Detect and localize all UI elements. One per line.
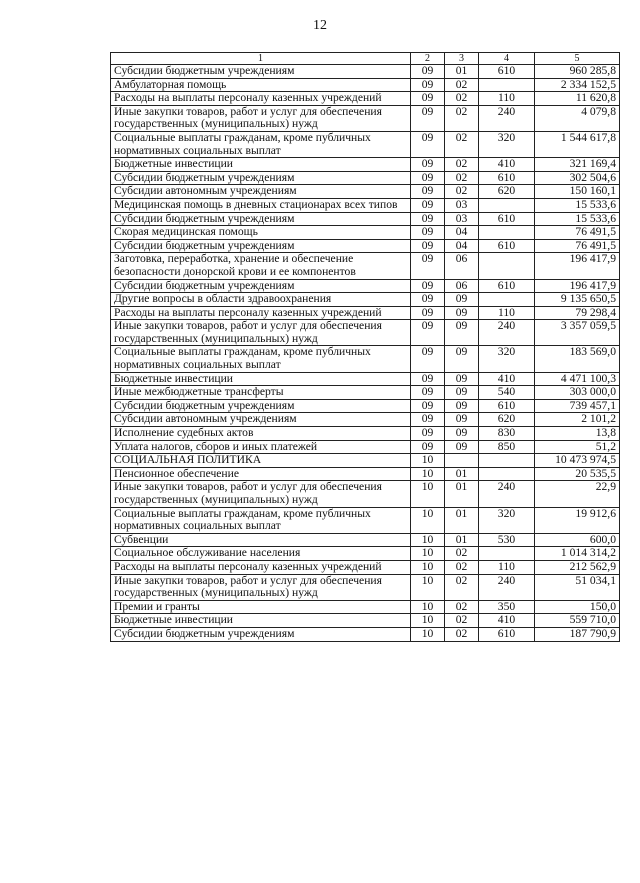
row-section-cell: 09: [411, 65, 445, 79]
row-subsection-cell: 01: [445, 481, 479, 507]
row-expense-type-cell: 610: [479, 171, 535, 185]
row-subsection-cell: 02: [445, 547, 479, 561]
row-subsection-cell: 02: [445, 185, 479, 199]
row-section-cell: 09: [411, 171, 445, 185]
row-subsection-cell: 09: [445, 427, 479, 441]
row-section-cell: 09: [411, 293, 445, 307]
table-body: [111, 65, 620, 642]
page-number: 12: [313, 18, 327, 33]
row-subsection-cell: 09: [445, 399, 479, 413]
row-subsection-cell: 09: [445, 386, 479, 400]
row-name-cell: Бюджетные инвестиции: [111, 158, 411, 172]
row-section-cell: 09: [411, 427, 445, 441]
row-subsection-cell: 09: [445, 372, 479, 386]
row-amount-cell: 13,8: [535, 427, 620, 441]
table-row: [111, 467, 620, 481]
column-header-expense-type: 4: [479, 53, 535, 65]
table-row: [111, 547, 620, 561]
row-expense-type-cell: [479, 293, 535, 307]
row-expense-type-cell: 620: [479, 185, 535, 199]
row-expense-type-cell: 530: [479, 533, 535, 547]
row-amount-cell: 321 169,4: [535, 158, 620, 172]
row-section-cell: 09: [411, 131, 445, 157]
row-subsection-cell: 01: [445, 65, 479, 79]
row-subsection-cell: 04: [445, 239, 479, 253]
row-amount-cell: 10 473 974,5: [535, 454, 620, 468]
row-expense-type-cell: 610: [479, 627, 535, 641]
table-row: [111, 198, 620, 212]
row-subsection-cell: 09: [445, 413, 479, 427]
row-expense-type-cell: 320: [479, 131, 535, 157]
row-section-cell: 09: [411, 212, 445, 226]
row-subsection-cell: 02: [445, 92, 479, 106]
table-row: [111, 158, 620, 172]
row-amount-cell: 76 491,5: [535, 226, 620, 240]
row-amount-cell: 196 417,9: [535, 253, 620, 279]
row-subsection-cell: 09: [445, 306, 479, 320]
row-expense-type-cell: 110: [479, 306, 535, 320]
row-section-cell: 09: [411, 239, 445, 253]
table-row: [111, 320, 620, 346]
table-row: [111, 560, 620, 574]
row-name-cell: Бюджетные инвестиции: [111, 614, 411, 628]
row-amount-cell: 2 101,2: [535, 413, 620, 427]
row-name-cell: Субсидии автономным учреждениям: [111, 185, 411, 199]
row-expense-type-cell: 240: [479, 481, 535, 507]
row-section-cell: 09: [411, 226, 445, 240]
row-name-cell: Субвенции: [111, 533, 411, 547]
table-row: [111, 253, 620, 279]
row-amount-cell: 51,2: [535, 440, 620, 454]
row-expense-type-cell: 610: [479, 279, 535, 293]
row-section-cell: 10: [411, 627, 445, 641]
row-name-cell: Иные закупки товаров, работ и услуг для обеспечения государственных (муниципальных) нужд: [111, 574, 411, 600]
row-expense-type-cell: [479, 198, 535, 212]
row-amount-cell: 79 298,4: [535, 306, 620, 320]
row-amount-cell: 3 357 059,5: [535, 320, 620, 346]
row-section-cell: 09: [411, 440, 445, 454]
row-section-cell: 09: [411, 386, 445, 400]
row-name-cell: Иные закупки товаров, работ и услуг для обеспечения государственных (муниципальных) нужд: [111, 105, 411, 131]
row-amount-cell: 19 912,6: [535, 507, 620, 533]
row-subsection-cell: 02: [445, 627, 479, 641]
row-amount-cell: 212 562,9: [535, 560, 620, 574]
row-name-cell: Субсидии бюджетным учреждениям: [111, 399, 411, 413]
row-amount-cell: 15 533,6: [535, 212, 620, 226]
row-name-cell: Субсидии бюджетным учреждениям: [111, 627, 411, 641]
row-name-cell: СОЦИАЛЬНАЯ ПОЛИТИКА: [111, 454, 411, 468]
row-amount-cell: 9 135 650,5: [535, 293, 620, 307]
row-name-cell: Субсидии бюджетным учреждениям: [111, 171, 411, 185]
row-subsection-cell: 01: [445, 533, 479, 547]
row-expense-type-cell: 240: [479, 320, 535, 346]
row-section-cell: 10: [411, 600, 445, 614]
row-section-cell: 09: [411, 372, 445, 386]
row-name-cell: Премии и гранты: [111, 600, 411, 614]
row-name-cell: Субсидии бюджетным учреждениям: [111, 65, 411, 79]
row-amount-cell: 51 034,1: [535, 574, 620, 600]
row-subsection-cell: 09: [445, 346, 479, 372]
table-row: [111, 413, 620, 427]
row-name-cell: Субсидии автономным учреждениям: [111, 413, 411, 427]
table-row: [111, 185, 620, 199]
row-subsection-cell: 02: [445, 131, 479, 157]
row-amount-cell: 1 544 617,8: [535, 131, 620, 157]
table-row: [111, 78, 620, 92]
table-row: [111, 614, 620, 628]
budget-table: [110, 52, 620, 642]
row-name-cell: Иные закупки товаров, работ и услуг для обеспечения государственных (муниципальных) нужд: [111, 481, 411, 507]
row-section-cell: 09: [411, 279, 445, 293]
row-subsection-cell: 02: [445, 171, 479, 185]
row-name-cell: Социальные выплаты гражданам, кроме публичных нормативных социальных выплат: [111, 131, 411, 157]
row-subsection-cell: 02: [445, 78, 479, 92]
row-subsection-cell: 02: [445, 600, 479, 614]
row-name-cell: Расходы на выплаты персоналу казенных учреждений: [111, 560, 411, 574]
row-amount-cell: 4 079,8: [535, 105, 620, 131]
row-amount-cell: 15 533,6: [535, 198, 620, 212]
row-subsection-cell: 09: [445, 320, 479, 346]
row-expense-type-cell: 410: [479, 158, 535, 172]
table-row: [111, 386, 620, 400]
table-row: [111, 131, 620, 157]
row-section-cell: 10: [411, 533, 445, 547]
table-row: [111, 372, 620, 386]
row-expense-type-cell: [479, 547, 535, 561]
table-row: [111, 65, 620, 79]
row-name-cell: Социальные выплаты гражданам, кроме публичных нормативных социальных выплат: [111, 346, 411, 372]
row-subsection-cell: 02: [445, 560, 479, 574]
row-expense-type-cell: [479, 226, 535, 240]
row-subsection-cell: [445, 454, 479, 468]
row-expense-type-cell: 110: [479, 92, 535, 106]
row-name-cell: Расходы на выплаты персоналу казенных учреждений: [111, 92, 411, 106]
row-name-cell: Социальные выплаты гражданам, кроме публичных нормативных социальных выплат: [111, 507, 411, 533]
row-name-cell: Субсидии бюджетным учреждениям: [111, 212, 411, 226]
row-section-cell: 09: [411, 253, 445, 279]
row-amount-cell: 4 471 100,3: [535, 372, 620, 386]
table-row: [111, 279, 620, 293]
row-section-cell: 09: [411, 413, 445, 427]
table-row: [111, 92, 620, 106]
row-amount-cell: 150 160,1: [535, 185, 620, 199]
row-name-cell: Уплата налогов, сборов и иных платежей: [111, 440, 411, 454]
row-expense-type-cell: 620: [479, 413, 535, 427]
row-section-cell: 09: [411, 320, 445, 346]
row-subsection-cell: 02: [445, 158, 479, 172]
table-row: [111, 427, 620, 441]
row-section-cell: 10: [411, 481, 445, 507]
row-section-cell: 10: [411, 467, 445, 481]
column-header-subsection: 3: [445, 53, 479, 65]
row-amount-cell: 196 417,9: [535, 279, 620, 293]
row-expense-type-cell: [479, 454, 535, 468]
row-expense-type-cell: 610: [479, 399, 535, 413]
column-header-amount: 5: [535, 53, 620, 65]
row-section-cell: 09: [411, 346, 445, 372]
row-name-cell: Медицинская помощь в дневных стационарах всех типов: [111, 198, 411, 212]
row-amount-cell: 559 710,0: [535, 614, 620, 628]
row-section-cell: 10: [411, 574, 445, 600]
row-section-cell: 10: [411, 454, 445, 468]
row-amount-cell: 600,0: [535, 533, 620, 547]
row-subsection-cell: 06: [445, 279, 479, 293]
row-amount-cell: 302 504,6: [535, 171, 620, 185]
row-expense-type-cell: 320: [479, 346, 535, 372]
row-expense-type-cell: 540: [479, 386, 535, 400]
row-expense-type-cell: 410: [479, 372, 535, 386]
row-amount-cell: 150,0: [535, 600, 620, 614]
row-expense-type-cell: 110: [479, 560, 535, 574]
row-expense-type-cell: 240: [479, 574, 535, 600]
table-row: [111, 574, 620, 600]
row-name-cell: Субсидии бюджетным учреждениям: [111, 279, 411, 293]
row-section-cell: 10: [411, 560, 445, 574]
row-name-cell: Расходы на выплаты персоналу казенных учреждений: [111, 306, 411, 320]
table-row: [111, 226, 620, 240]
row-subsection-cell: 01: [445, 467, 479, 481]
row-amount-cell: 22,9: [535, 481, 620, 507]
row-name-cell: Иные межбюджетные трансферты: [111, 386, 411, 400]
row-amount-cell: 960 285,8: [535, 65, 620, 79]
table-row: [111, 454, 620, 468]
row-section-cell: 09: [411, 105, 445, 131]
row-expense-type-cell: 850: [479, 440, 535, 454]
table-row: [111, 171, 620, 185]
row-section-cell: 09: [411, 306, 445, 320]
table-row: [111, 346, 620, 372]
row-section-cell: 10: [411, 547, 445, 561]
table-row: [111, 399, 620, 413]
row-name-cell: Социальное обслуживание населения: [111, 547, 411, 561]
row-amount-cell: 303 000,0: [535, 386, 620, 400]
row-subsection-cell: 03: [445, 198, 479, 212]
row-expense-type-cell: 240: [479, 105, 535, 131]
row-section-cell: 09: [411, 92, 445, 106]
row-amount-cell: 183 569,0: [535, 346, 620, 372]
table-row: [111, 306, 620, 320]
table-row: [111, 105, 620, 131]
table-row: [111, 239, 620, 253]
table-row: [111, 481, 620, 507]
row-subsection-cell: 09: [445, 293, 479, 307]
row-amount-cell: 20 535,5: [535, 467, 620, 481]
row-name-cell: Субсидии бюджетным учреждениям: [111, 239, 411, 253]
row-name-cell: Другие вопросы в области здравоохранения: [111, 293, 411, 307]
row-subsection-cell: 03: [445, 212, 479, 226]
row-name-cell: Заготовка, переработка, хранение и обеспечение безопасности донорской крови и ее компонентов: [111, 253, 411, 279]
row-subsection-cell: 02: [445, 574, 479, 600]
row-name-cell: Амбулаторная помощь: [111, 78, 411, 92]
column-header-section: 2: [411, 53, 445, 65]
row-section-cell: 09: [411, 78, 445, 92]
row-expense-type-cell: 350: [479, 600, 535, 614]
row-section-cell: 09: [411, 399, 445, 413]
row-subsection-cell: 04: [445, 226, 479, 240]
row-expense-type-cell: 610: [479, 239, 535, 253]
table-row: [111, 293, 620, 307]
row-name-cell: Бюджетные инвестиции: [111, 372, 411, 386]
row-amount-cell: 1 014 314,2: [535, 547, 620, 561]
row-section-cell: 10: [411, 614, 445, 628]
row-section-cell: 10: [411, 507, 445, 533]
row-subsection-cell: 09: [445, 440, 479, 454]
table-row: [111, 627, 620, 641]
row-expense-type-cell: 830: [479, 427, 535, 441]
table-row: [111, 212, 620, 226]
table-row: [111, 440, 620, 454]
row-subsection-cell: 02: [445, 105, 479, 131]
row-expense-type-cell: 610: [479, 65, 535, 79]
row-name-cell: Иные закупки товаров, работ и услуг для обеспечения государственных (муниципальных) нужд: [111, 320, 411, 346]
row-amount-cell: 187 790,9: [535, 627, 620, 641]
row-section-cell: 09: [411, 185, 445, 199]
row-expense-type-cell: [479, 78, 535, 92]
row-subsection-cell: 01: [445, 507, 479, 533]
row-subsection-cell: 06: [445, 253, 479, 279]
row-name-cell: Исполнение судебных актов: [111, 427, 411, 441]
row-expense-type-cell: 610: [479, 212, 535, 226]
row-name-cell: Пенсионное обеспечение: [111, 467, 411, 481]
row-expense-type-cell: [479, 467, 535, 481]
row-amount-cell: 76 491,5: [535, 239, 620, 253]
row-section-cell: 09: [411, 158, 445, 172]
table-row: [111, 600, 620, 614]
row-amount-cell: 739 457,1: [535, 399, 620, 413]
row-expense-type-cell: 320: [479, 507, 535, 533]
row-section-cell: 09: [411, 198, 445, 212]
row-expense-type-cell: 410: [479, 614, 535, 628]
column-number-row: [111, 53, 620, 65]
table-row: [111, 507, 620, 533]
table-row: [111, 533, 620, 547]
row-name-cell: Скорая медицинская помощь: [111, 226, 411, 240]
row-expense-type-cell: [479, 253, 535, 279]
row-amount-cell: 11 620,8: [535, 92, 620, 106]
column-header-name: 1: [111, 53, 411, 65]
row-amount-cell: 2 334 152,5: [535, 78, 620, 92]
row-subsection-cell: 02: [445, 614, 479, 628]
